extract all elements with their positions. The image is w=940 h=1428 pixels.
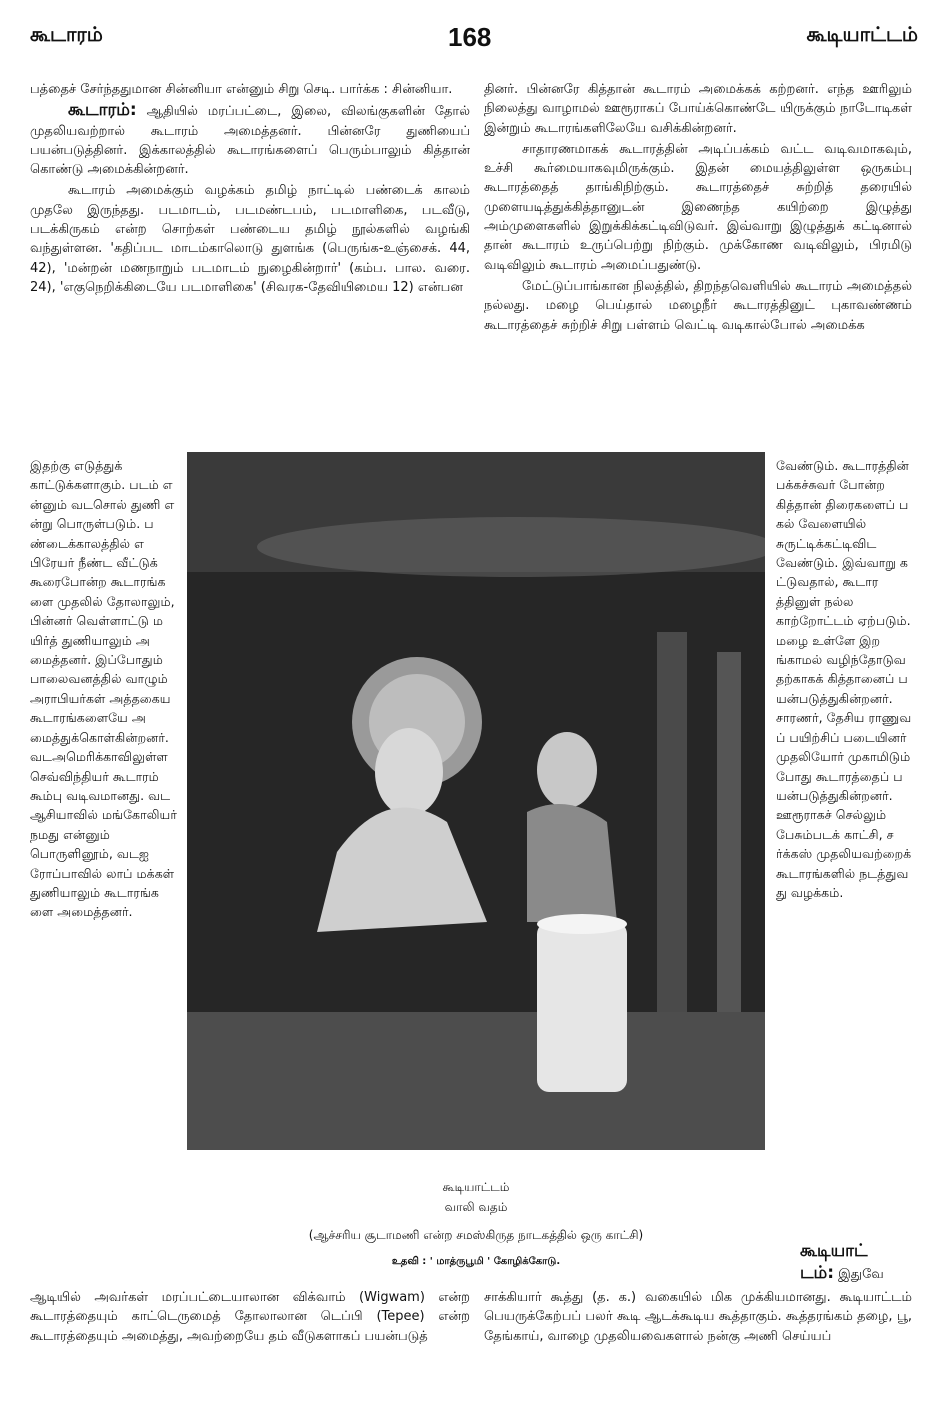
entry2-first-words: இதுவே [838,1267,884,1282]
page-number: 168 [448,22,492,52]
figure-caption-subtitle: வாலி வதம் [444,1200,508,1214]
entry2-title-line2 [800,1262,912,1286]
entry-kootaram [30,101,470,179]
entry-title: கூடாரம்: [68,100,137,121]
entry2-title-line1: கூடியாட் [800,1241,868,1261]
entry-kudiyattam-heading [800,1240,912,1286]
narrow-right-column: வேண்டும். கூடாரத்தின் பக்கச்சுவர் போன்ற கித்தான் திரைகளைப் பகல் வேளையில் சுருட்டிக்கட்டிவிடவேண்டும். இவ்வாறு கட்டுவதால், கூடாரத்தினுள் நல்ல காற்றோட்டம் ஏற்படும். மழை உள்ளே இறங்காமல் வழிந்தோடுவதற்காகக் கித்தானைப் பயன்படுத்துகின்றனர். சாரணர், தேசிய ராணுவப் பயிற்சிப் படையினர் முதலியோர் முகாமிடும் போது கூடாரத்தைப் பயன்படுத்துகின்றனர். ஊரூராகச் செல்லும் பேசும்படக் காட்சி, சர்க்கஸ் முதலியவற்றைக் கூடாரங்களில் நடத்துவது வழக்கம். [776,458,912,900]
entry2-title-line2-text: டம்: [800,1263,835,1283]
bottom-left-text: ஆடியில் அவர்கள் மரப்பட்டையாலான விக்வாம் (Wigwam) என்ற கூடாரத்தையும் காட்டெருமைத் தோலாலான டெப்பி (Tepee) என்ற கூடாரத்தையும் அமைத்து, அவற்றையே தம் வீடுகளாகப் பயன்படுத் [30,1290,470,1344]
header-right-title: கூடியாட்டம் [806,22,918,46]
paragraph: பத்தைச் சேர்ந்ததுமான சின்னியா என்னும் சிறு செடி. பார்க்க : சின்னியா. [30,82,453,97]
left-column [30,80,470,448]
header-left-title: கூடாரம் [30,22,103,46]
paragraph: மேட்டுப்பாங்கான நிலத்தில், திறந்தவெளியில் கூடாரம் அமைத்தல் நல்லது. மழை பெய்தால் மழைநீர் கூடாரத்தினுட் புகாவண்ணம் கூடாரத்தைச் சுற்றிச் சிறு பள்ளம் வெட்டி வடிகால்போல் அமைக்க [484,278,912,333]
figure-caption-description: (ஆச்சரிய சூடாமணி என்ற சமஸ்கிருத நாடகத்தில் ஒரு காட்சி) [308,1228,644,1242]
paragraph: கூடாரம் அமைக்கும் வழக்கம் தமிழ் நாட்டில் பண்டைக் காலம் முதலே இருந்தது. படமாடம், படமண்டபம், படமாளிகை, படவீடு, படக்கிருகம் என்ற சொற்கள் பண்டைய தமிழ் நூல்களில் வழங்கி வந்துள்ளன. 'கதிப்பட மாடம்காலொடு துளங்க (பெருங்க-உஞ்சைக். 44, 42), 'மன்றன் மணநாறும் படமாடம் நுழைகின்றார்' (கம்ப. பால. வரை. 24), 'எகுநெறிக்கிடையே படமாளிகை' (சிவரக-தேவியிமைய 12) என்பன [30,183,470,295]
photo-illustration [187,452,765,1150]
bottom-right-text: சாக்கியார் கூத்து (த. க.) வகையில் மிக முக்கியமானது. கூடியாட்டம் பெயருக்கேற்பப் பலர் கூடி ஆடக்கூடிய கூத்தாகும். கூத்தரங்கம் தழை, பூ, தேங்காய், வாழை முதலியவைகளால் நன்கு அணி செய்யப் [484,1290,912,1344]
paragraph: ஆதியில் மரப்பட்டை, இலை, விலங்குகளின் தோல் முதலியவற்றால் கூடாரம் அமைத்தனர். பின்னரே துணியைப் பயன்படுத்தினர். இக்காலத்தில் கூடாரங்களைப் பெரும்பாலும் கித்தான் கொண்டு அமைக்கின்றனர். [30,104,470,178]
figure-credit: உதவி : ' மாத்ருபூமி ' கோழிக்கோடு. [391,1256,561,1267]
narrow-left-column: இதற்கு எடுத்துக் காட்டுக்களாகும். படம் என்னும் வடசொல் துணி என்று பொருள்படும். பண்டைக்காலத்தில் எபிரேயர் நீண்ட வீட்டுக் கூரைபோன்ற கூடாரங்களை முதலில் தோலாலும், பின்னர் வெள்ளாட்டு மயிர்த் துணியாலும் அமைத்தனர். இப்போதும் பாலைவனத்தில் வாழும் அராபியர்கள் அத்தகைய கூடாரங்களையே அமைத்துக்கொள்கின்றனர். வடஅமெரிக்காவிலுள்ள செவ்விந்தியர் கூடாரம் கூம்பு வடிவமானது. வடஆசியாவில் மங்கோலியர் நமது என்னும் பொருளினூம், வடஐரோப்பாவில் லாப் மக்கள் துணியாலும் கூடாரங்களை அமைத்தனர். [30,458,177,920]
kudiyattam-photo [187,452,765,1150]
paragraph: தினர். பின்னரே கித்தான் கூடாரம் அமைக்கக் கற்றனர். எந்த ஊரிலும் நிலைத்து வாழாமல் ஊரூராகப் போய்க்கொண்டே யிருக்கும் நாடோடிகள் இன்றும் கூடாரங்களிலேயே வசிக்கின்றனர். [484,82,912,136]
figure-caption-title: கூடியாட்டம் [442,1180,510,1194]
right-column [484,80,912,450]
paragraph: சாதாரணமாகக் கூடாரத்தின் அடிப்பக்கம் வட்ட வடிவமாகவும், உச்சி கூர்மையாகவுமிருக்கும். இதன் மையத்திலுள்ள ஒருகம்பு கூடாரத்தைத் தாங்கிநிற்கும். கூடாரத்தைச் சுற்றித் தரையில் முளையடித்துக்கித்தானுடன் இணைந்த கயிற்றை இழுத்து அம்முளைகளில் இறுக்கிக்கட்டிவிடுவர். இவ்வாறு இழுத்துக் கட்டினால் தான் கூடாரம் உருப்பெற்று நிற்கும். முக்கோண வடிவிலும், பிரமிடு வடிவிலும் கூடாரம் அமைப்பதுண்டு. [484,141,912,273]
